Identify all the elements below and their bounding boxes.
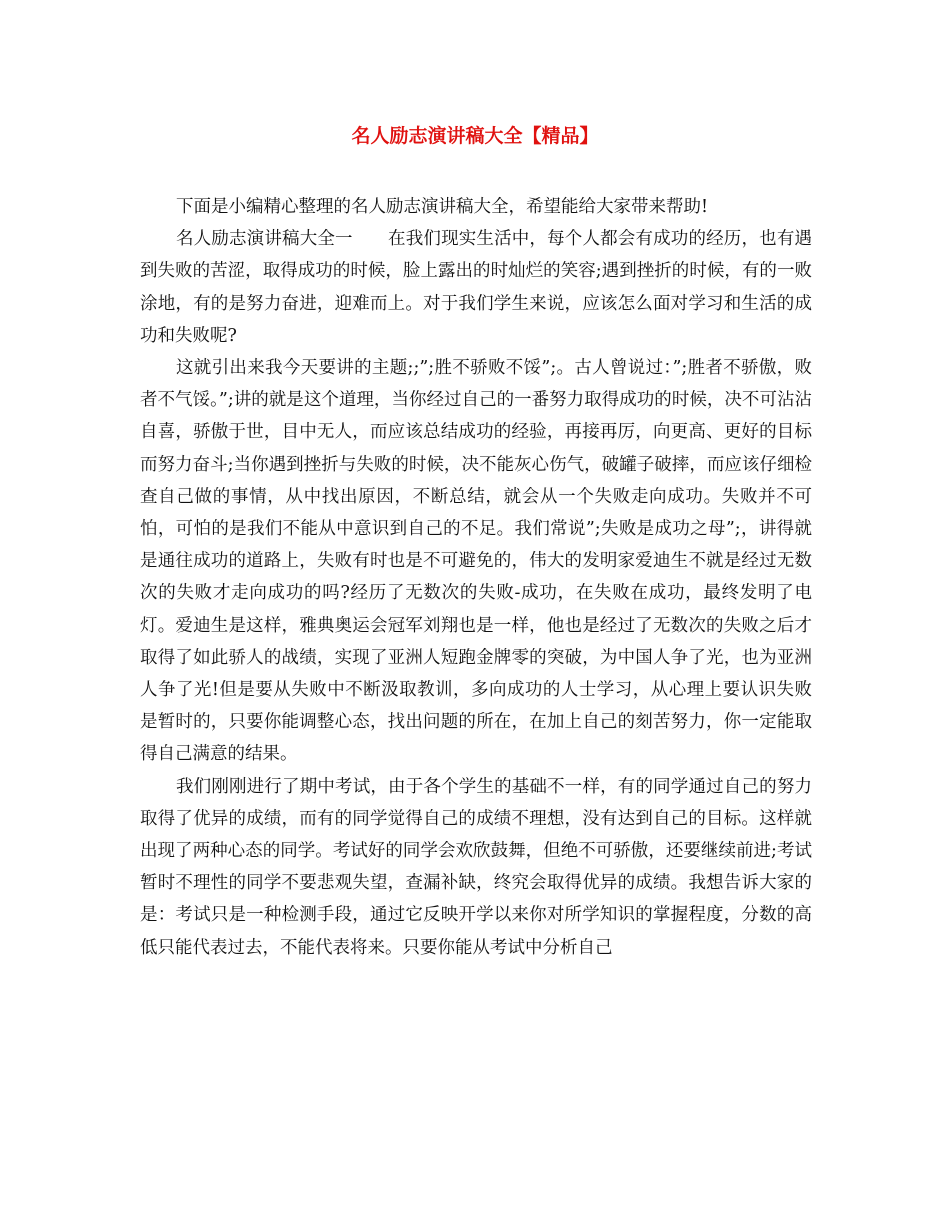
paragraph-exam: 我们刚刚进行了期中考试，由于各个学生的基础不一样，有的同学通过自己的努力取得了优异的成绩，而有的同学觉得自己的成绩不理想，没有达到自己的目标。这样就出现了两种心态的同学。考试好的同学会欢欣鼓舞，但绝不可骄傲，还要继续前进;考试暂时不理性的同学不要悲观失望，查漏补缺，终究会取得优异的成绩。我想告诉大家的是：考试只是一种检测手段，通过它反映开学以来你对所学知识的掌握程度，分数的高低只能代表过去，不能代表将来。只要你能从考试中分析自己 [140, 776, 812, 958]
paragraph-intro: 下面是小编精心整理的名人励志演讲稿大全，希望能给大家带来帮助! [176, 197, 709, 217]
paragraph-speech-one: 名人励志演讲稿大全一 在我们现实生活中，每个人都会有成功的经历，也有遇到失败的苦涩，取得成功的时候，脸上露出的时灿烂的笑容;遇到挫折的时候，有的一败涂地，有的是努力奋进，迎难而上。对于我们学生来说，应该怎么面对学习和生活的成功和失败呢? [140, 229, 812, 346]
document-title: 名人励志演讲稿大全【精品】 [351, 125, 599, 147]
paragraph-theme: 这就引出来我今天要讲的主题;;”;胜不骄败不馁”;。古人曾说过：”;胜者不骄傲，败者不气馁。”;讲的就是这个道理，当你经过自己的一番努力取得成功的时候，决不可沾沾自喜，骄傲于世，目中无人，而应该总结成功的经验，再接再厉，向更高、更好的目标而努力奋斗;当你遇到挫折与失败的时候，决不能灰心伤气，破罐子破摔，而应该仔细检查自己做的事情，从中找出原因，不断总结，就会从一个失败走向成功。失败并不可怕，可怕的是我们不能从中意识到自己的不足。我们常说”;失败是成功之母”;，讲得就是通往成功的道路上，失败有时也是不可避免的，伟大的发明家爱迪生不就是经过无数次的失败才走向成功的吗?经历了无数次的失败-成功，在失败在成功，最终发明了电灯。爱迪生是这样，雅典奥运会冠军刘翔也是一样，他也是经过了无数次的失败之后才取得了如此骄人的战绩，实现了亚洲人短跑金牌零的突破，为中国人争了光，也为亚洲人争了光!但是要从失败中不断汲取教训，多向成功的人士学习，从心理上要认识失败是暂时的，只要你能调整心态，找出问题的所在，在加上自己的刻苦努力，你一定能取得自己满意的结果。 [140, 358, 812, 765]
document-body [140, 191, 812, 964]
